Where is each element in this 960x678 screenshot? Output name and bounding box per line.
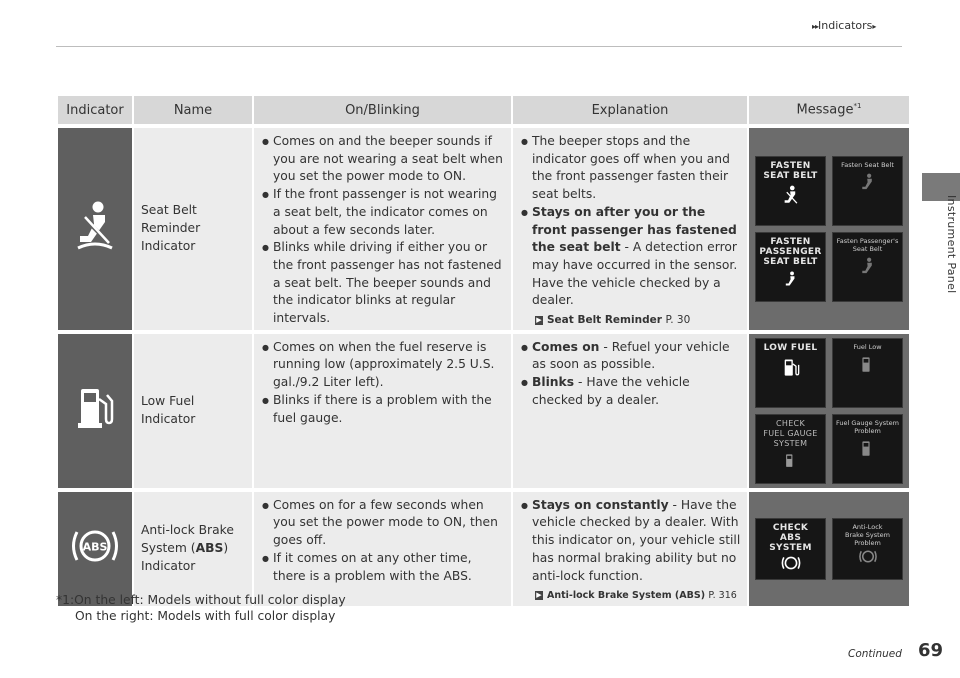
message-text: SYSTEM — [769, 542, 812, 553]
list-item — [521, 339, 743, 374]
svg-text:ABS: ABS — [82, 540, 108, 554]
indicator-table — [56, 96, 911, 606]
message-display-full-color — [832, 156, 903, 226]
message-display-plain — [755, 414, 826, 484]
list-item: ● Blinks if there is a problem with the fuel gauge. — [262, 392, 507, 427]
fuel-pump-icon — [784, 453, 798, 469]
message-text: Anti-Lock — [852, 522, 883, 531]
fuel-pump-icon — [860, 355, 876, 375]
message-text: SEAT BELT — [763, 170, 818, 181]
header-indicator: Indicator — [58, 96, 132, 124]
list-item: ● If the front passenger is not wearing a seat belt, the indicator comes on about a few seconds later. — [262, 186, 507, 239]
message-text: FASTEN — [770, 160, 811, 171]
reference-arrow-icon: ▶ — [536, 591, 542, 600]
page-reference-link[interactable] — [521, 587, 743, 605]
footnote-mark: *1 — [853, 102, 862, 111]
text: System ( — [141, 540, 196, 555]
abs-icon — [69, 526, 121, 566]
text: - Have the vehicle checked by a dealer. — [532, 375, 690, 407]
header-explanation: Explanation — [513, 96, 747, 124]
bold-text: Blinks — [532, 375, 575, 390]
seat-belt-on-blinking-cell — [254, 128, 511, 330]
list-item — [521, 374, 743, 409]
name-line: Seat Belt — [141, 203, 197, 218]
name-line: Indicator — [141, 238, 196, 253]
header-name: Name — [134, 96, 252, 124]
abs-on-blinking-cell — [254, 492, 511, 606]
header-rule — [56, 46, 902, 47]
reference-page: P. 30 — [665, 314, 691, 327]
bold-text: ABS — [195, 540, 224, 555]
abs-explanation-cell — [513, 492, 747, 606]
table-row-low-fuel — [58, 334, 909, 488]
message-display-full-color — [832, 232, 903, 302]
text: - Have the vehicle checked by a dealer. With this indicator on, your vehicle still has normal braking ability but no anti-lock function. — [532, 497, 741, 583]
text: - A detection error may have occurred in the sensor. Have the vehicle checked by a dealer. — [532, 240, 738, 308]
page-reference-link[interactable] — [521, 312, 743, 330]
message-display-full-color — [832, 414, 903, 484]
footnote-line: On the right: Models with full color display — [75, 609, 336, 623]
bold-text: Stays on constantly — [532, 497, 669, 512]
reference-arrow-icon: ▶ — [536, 315, 542, 324]
seat-belt-icon — [783, 271, 799, 289]
list-item — [521, 204, 743, 310]
message-text: ABS — [779, 532, 802, 543]
name-line: Reminder — [141, 221, 201, 236]
message-text: FUEL GAUGE — [763, 428, 818, 438]
header-message — [749, 96, 909, 124]
header-message-label: Message — [796, 102, 854, 118]
breadcrumb — [812, 19, 875, 32]
list-item: ● Blinks while driving if either you or the front passenger has not fastened a seat belt. The beeper sounds and the indicator blinks at regular intervals. — [262, 239, 507, 328]
fuel-pump-icon — [860, 439, 876, 459]
footnote-line: *1:On the left: Models without full color display — [56, 593, 346, 607]
message-text: SYSTEM — [773, 438, 808, 448]
message-display-plain — [755, 156, 826, 226]
message-text: CHECK — [772, 522, 809, 533]
low-fuel-explanation-cell — [513, 334, 747, 488]
message-text: SEAT BELT — [763, 256, 818, 267]
message-text: CHECK — [776, 418, 805, 428]
list-item: ● The beeper stops and the indicator goes off when you and the front passenger fasten their seat belts. — [521, 133, 743, 204]
message-display-full-color — [832, 518, 903, 580]
reference-label: Seat Belt Reminder — [547, 314, 662, 327]
fuel-pump-icon — [75, 385, 115, 431]
text: - Refuel your vehicle as soon as possible. — [532, 339, 730, 372]
list-item: ● Comes on when the fuel reserve is running low (approximately 2.5 U.S. gal./9.2 Liter left). — [262, 339, 507, 392]
name-line: Low Fuel — [141, 394, 195, 409]
seat-belt-icon — [860, 173, 876, 193]
list-item: ● Comes on and the beeper sounds if you are not wearing a seat belt when you set the power mode to ON. — [262, 133, 507, 186]
seat-belt-explanation-cell — [513, 128, 747, 330]
low-fuel-message-cell — [749, 334, 909, 488]
message-text: Fuel Gauge System — [836, 418, 899, 427]
name-line: Anti-lock Brake — [141, 523, 234, 538]
name-line: Indicator — [141, 558, 196, 573]
low-fuel-on-blinking-cell — [254, 334, 511, 488]
abs-message-cell — [749, 492, 909, 606]
fuel-pump-icon — [782, 357, 800, 379]
list-item: ● If it comes on at any other time, there is a problem with the ABS. — [262, 550, 507, 585]
table-row-abs — [58, 492, 909, 606]
continued-label: Continued — [848, 648, 902, 660]
seat-belt-icon — [860, 257, 876, 277]
seat-belt-name-cell — [134, 128, 252, 330]
message-text: Fasten Seat Belt — [841, 160, 894, 169]
abs-icon — [780, 555, 802, 571]
seat-belt-icon — [74, 200, 116, 252]
list-item: ● Comes on for a few seconds when you set the power mode to ON, then goes off. — [262, 497, 507, 550]
section-side-label: Instrument Panel — [945, 195, 958, 294]
message-display-plain — [755, 232, 826, 302]
message-text: Problem — [854, 426, 881, 435]
header-on-blinking: On/Blinking — [254, 96, 511, 124]
message-display-plain — [755, 518, 826, 580]
abs-indicator-cell — [58, 492, 132, 606]
seat-belt-icon — [782, 185, 800, 207]
message-text: Fuel Low — [853, 342, 882, 351]
text: ) — [223, 540, 229, 555]
footnote — [56, 592, 346, 624]
reference-page: P. 316 — [708, 590, 737, 602]
list-item — [521, 497, 743, 586]
table-row-seat-belt — [58, 128, 909, 330]
page-number: 69 — [918, 640, 944, 661]
name-line: Indicator — [141, 411, 196, 426]
message-text: Brake System — [845, 530, 890, 539]
chevron-right-icon: ▸ — [872, 22, 876, 31]
bold-text: Comes on — [532, 339, 600, 354]
seat-belt-message-cell — [749, 128, 909, 330]
message-text: Fasten Passenger's — [836, 236, 899, 245]
message-text: LOW FUEL — [763, 342, 818, 353]
abs-icon — [858, 549, 878, 564]
reference-label: Anti-lock Brake System (ABS) — [547, 590, 706, 602]
message-text: PASSENGER — [759, 246, 822, 257]
message-text: FASTEN — [770, 236, 811, 247]
name-line — [141, 540, 248, 558]
bold-text: Stays on after you or the front passenger has fastened the seat belt — [532, 204, 737, 255]
double-chevron-icon: ▸▸ — [812, 22, 819, 31]
breadcrumb-label: Indicators — [818, 19, 873, 32]
message-display-plain — [755, 338, 826, 408]
low-fuel-name-cell — [134, 334, 252, 488]
abs-name-cell — [134, 492, 252, 606]
seat-belt-indicator-cell — [58, 128, 132, 330]
message-text: Seat Belt — [852, 244, 883, 253]
low-fuel-indicator-cell — [58, 334, 132, 488]
message-display-full-color — [832, 338, 903, 408]
message-text: Problem — [854, 538, 881, 547]
